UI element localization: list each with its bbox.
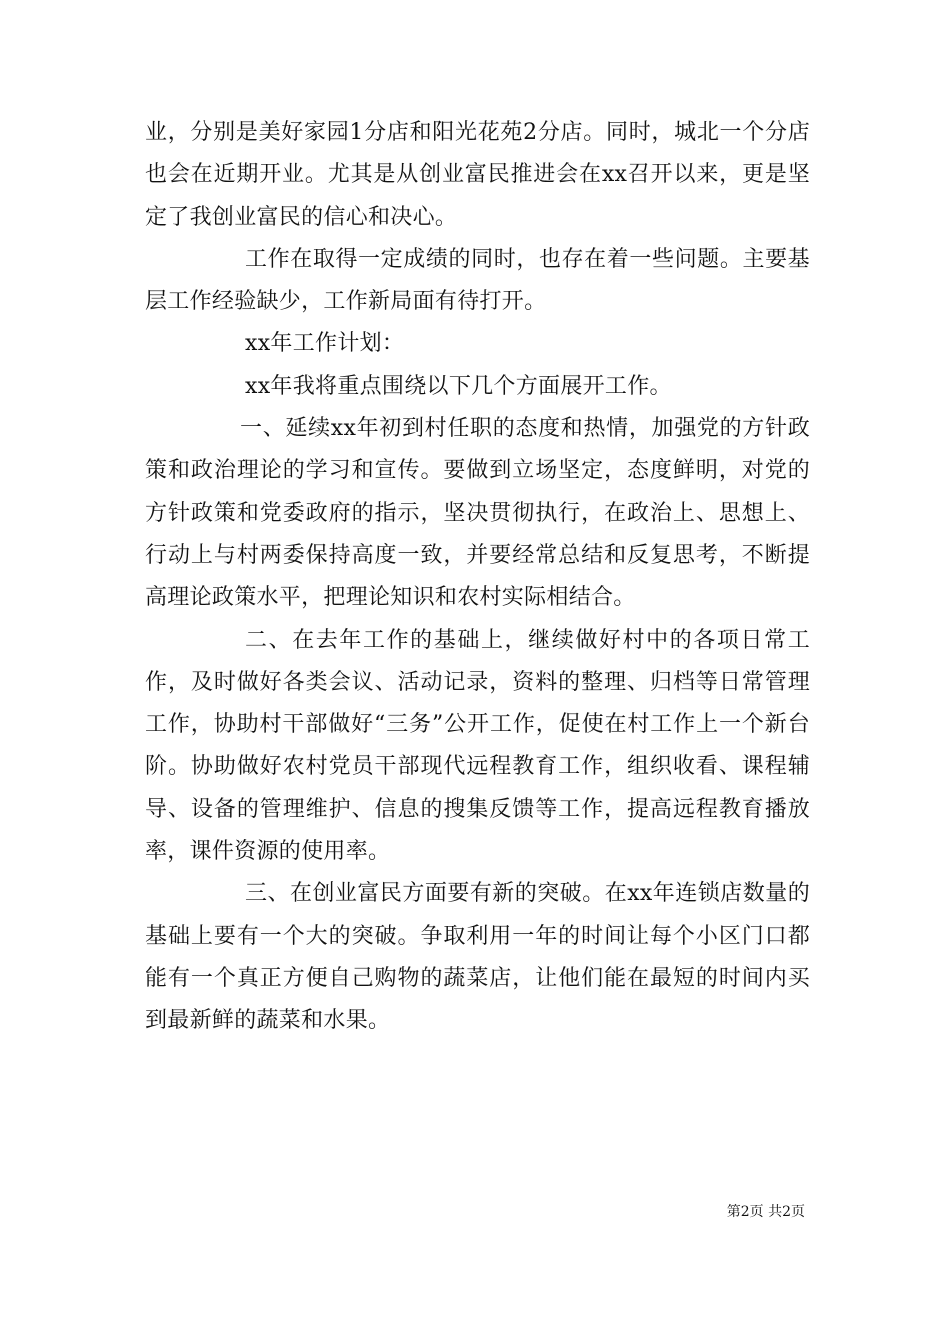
- paragraph-plan-heading: xx年工作计划：: [245, 331, 405, 357]
- paragraph-plan-intro: xx年我将重点围绕以下几个方面展开工作。: [245, 373, 672, 399]
- paragraph-plan-item-2: 二、在去年工作的基础上，继续做好村中的各项日常工作，及时做好各类会议、活动记录，资料的整理、归档等日常管理工作，协助村干部做好“三务”公开工作，促使在村工作上一个新台阶。协助做好农村党员干部现代远程教育工作，组织收看、课程辅导、设备的管理维护、信息的搜集反馈等工作，提高远程教育播放率，课件资源的使用率。: [145, 627, 810, 865]
- paragraph-problems: 工作在取得一定成绩的同时，也存在着一些问题。主要基层工作经验缺少，工作新局面有待打开。: [145, 246, 810, 315]
- paragraph-plan-item-3: 三、在创业富民方面要有新的突破。在xx年连锁店数量的基础上要有一个大的突破。争取利用一年的时间让每个小区门口都能有一个真正方便自己购物的蔬菜店，让他们能在最短的时间内买到最新鲜的蔬菜和水果。: [145, 881, 810, 1034]
- paragraph-continuation: 业，分别是美好家园1分店和阳光花苑2分店。同时，城北一个分店也会在近期开业。尤其是从创业富民推进会在xx召开以来，更是坚定了我创业富民的信心和决心。: [145, 120, 810, 230]
- page-number-footer: 第2页 共2页: [726, 1204, 805, 1220]
- document-body: [145, 112, 810, 1043]
- paragraph-plan-item-1: 一、延续xx年初到村任职的态度和热情，加强党的方针政策和政治理论的学习和宣传。要做到立场坚定，态度鲜明，对党的方针政策和党委政府的指示，坚决贯彻执行，在政治上、思想上、行动上与村两委保持高度一致，并要经常总结和反复思考，不断提高理论政策水平，把理论知识和农村实际相结合。: [145, 416, 810, 611]
